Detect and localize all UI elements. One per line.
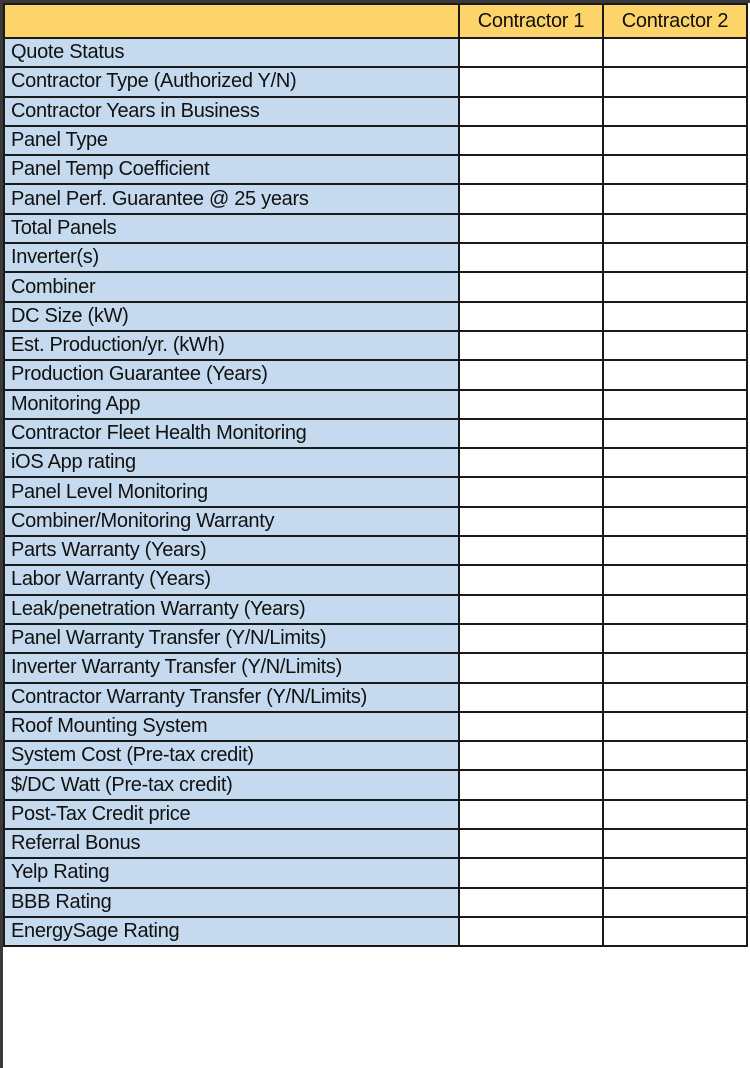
contractor-1-cell[interactable] [459,390,603,419]
contractor-1-cell[interactable] [459,184,603,213]
contractor-1-cell[interactable] [459,477,603,506]
table-row [4,243,747,272]
contractor-1-cell[interactable] [459,741,603,770]
contractor-1-cell[interactable] [459,331,603,360]
table-row [4,770,747,799]
contractor-2-cell[interactable] [603,126,747,155]
contractor-2-cell[interactable] [603,272,747,301]
row-label-cell[interactable]: Combiner/Monitoring Warranty [4,507,459,536]
row-label-cell[interactable]: System Cost (Pre-tax credit) [4,741,459,770]
contractor-2-cell[interactable] [603,331,747,360]
contractor-1-cell[interactable] [459,126,603,155]
row-label-cell[interactable]: Total Panels [4,214,459,243]
table-row [4,67,747,96]
row-label-cell[interactable]: Panel Warranty Transfer (Y/N/Limits) [4,624,459,653]
contractor-2-cell[interactable] [603,67,747,96]
row-label-cell[interactable]: DC Size (kW) [4,302,459,331]
contractor-1-cell[interactable] [459,536,603,565]
contractor-1-cell[interactable] [459,858,603,887]
row-label-cell[interactable]: Panel Temp Coefficient [4,155,459,184]
contractor-1-cell[interactable] [459,243,603,272]
row-label-cell[interactable]: Est. Production/yr. (kWh) [4,331,459,360]
table-row [4,477,747,506]
table-row [4,38,747,67]
contractor-2-cell[interactable] [603,38,747,67]
row-label-cell[interactable]: Inverter Warranty Transfer (Y/N/Limits) [4,653,459,682]
table-row [4,683,747,712]
table-row [4,507,747,536]
row-label-cell[interactable]: Panel Level Monitoring [4,477,459,506]
row-label-cell[interactable]: Quote Status [4,38,459,67]
contractor-2-cell[interactable] [603,595,747,624]
row-label-cell[interactable]: Contractor Fleet Health Monitoring [4,419,459,448]
contractor-2-cell[interactable] [603,565,747,594]
row-label-cell[interactable]: BBB Rating [4,888,459,917]
row-label-cell[interactable]: Panel Perf. Guarantee @ 25 years [4,184,459,213]
contractor-1-cell[interactable] [459,712,603,741]
row-label-cell[interactable]: Inverter(s) [4,243,459,272]
table-row [4,917,747,946]
table-row [4,184,747,213]
contractor-1-cell[interactable] [459,653,603,682]
table-row [4,653,747,682]
table-row [4,97,747,126]
contractor-2-cell[interactable] [603,477,747,506]
contractor-2-cell[interactable] [603,741,747,770]
table-row [4,741,747,770]
table-row [4,214,747,243]
row-label-cell[interactable]: Parts Warranty (Years) [4,536,459,565]
row-label-cell[interactable]: Contractor Type (Authorized Y/N) [4,67,459,96]
table-row [4,419,747,448]
contractor-2-cell[interactable] [603,858,747,887]
contractor-2-cell[interactable] [603,184,747,213]
table-row [4,829,747,858]
row-label-cell[interactable]: Roof Mounting System [4,712,459,741]
contractor-1-cell[interactable] [459,888,603,917]
row-label-cell[interactable]: Combiner [4,272,459,301]
contractor-1-cell[interactable] [459,800,603,829]
contractor-2-cell[interactable] [603,536,747,565]
contractor-1-cell[interactable] [459,272,603,301]
contractor-2-cell[interactable] [603,155,747,184]
contractor-2-cell[interactable] [603,653,747,682]
table-row [4,302,747,331]
row-label-cell[interactable]: Monitoring App [4,390,459,419]
table-row [4,712,747,741]
contractor-1-cell[interactable] [459,360,603,389]
table-row [4,126,747,155]
contractor-1-cell[interactable] [459,419,603,448]
row-label-cell[interactable]: Labor Warranty (Years) [4,565,459,594]
contractor-2-cell[interactable] [603,214,747,243]
contractor-1-cell[interactable] [459,302,603,331]
contractor-1-cell[interactable] [459,448,603,477]
contractor-1-cell[interactable] [459,38,603,67]
row-label-cell[interactable]: Contractor Years in Business [4,97,459,126]
contractor-1-cell[interactable] [459,97,603,126]
contractor-2-cell[interactable] [603,243,747,272]
contractor-2-cell[interactable] [603,712,747,741]
header-contractor-2[interactable]: Contractor 2 [603,4,747,38]
row-label-cell[interactable]: Leak/penetration Warranty (Years) [4,595,459,624]
row-label-cell[interactable]: Post-Tax Credit price [4,800,459,829]
table-row [4,536,747,565]
contractor-1-cell[interactable] [459,829,603,858]
row-label-cell[interactable]: Contractor Warranty Transfer (Y/N/Limits) [4,683,459,712]
contractor-1-cell[interactable] [459,770,603,799]
contractor-1-cell[interactable] [459,67,603,96]
contractor-2-cell[interactable] [603,624,747,653]
contractor-1-cell[interactable] [459,624,603,653]
contractor-2-cell[interactable] [603,770,747,799]
contractor-2-cell[interactable] [603,917,747,946]
contractor-2-cell[interactable] [603,97,747,126]
table-row [4,888,747,917]
table-row [4,565,747,594]
contractor-2-cell[interactable] [603,448,747,477]
row-label-cell[interactable]: Production Guarantee (Years) [4,360,459,389]
table-row [4,595,747,624]
contractor-comparison-table [3,3,748,947]
contractor-2-cell[interactable] [603,390,747,419]
row-label-cell[interactable]: Panel Type [4,126,459,155]
table-row [4,624,747,653]
contractor-1-cell[interactable] [459,155,603,184]
contractor-1-cell[interactable] [459,214,603,243]
header-row [4,4,747,38]
row-label-cell[interactable]: Referral Bonus [4,829,459,858]
contractor-2-cell[interactable] [603,507,747,536]
header-blank-cell[interactable] [4,4,459,38]
contractor-1-cell[interactable] [459,683,603,712]
contractor-1-cell[interactable] [459,565,603,594]
table-row [4,360,747,389]
contractor-1-cell[interactable] [459,917,603,946]
table-row [4,448,747,477]
table-row [4,800,747,829]
contractor-2-cell[interactable] [603,683,747,712]
row-label-cell[interactable]: iOS App rating [4,448,459,477]
contractor-1-cell[interactable] [459,595,603,624]
table-row [4,390,747,419]
row-label-cell[interactable]: $/DC Watt (Pre-tax credit) [4,770,459,799]
row-label-cell[interactable]: Yelp Rating [4,858,459,887]
row-label-cell[interactable]: EnergySage Rating [4,917,459,946]
table-row [4,858,747,887]
contractor-2-cell[interactable] [603,829,747,858]
contractor-2-cell[interactable] [603,800,747,829]
contractor-2-cell[interactable] [603,888,747,917]
table-row [4,331,747,360]
table-row [4,272,747,301]
contractor-2-cell[interactable] [603,302,747,331]
contractor-2-cell[interactable] [603,360,747,389]
table-row [4,155,747,184]
header-contractor-1[interactable]: Contractor 1 [459,4,603,38]
contractor-2-cell[interactable] [603,419,747,448]
contractor-1-cell[interactable] [459,507,603,536]
